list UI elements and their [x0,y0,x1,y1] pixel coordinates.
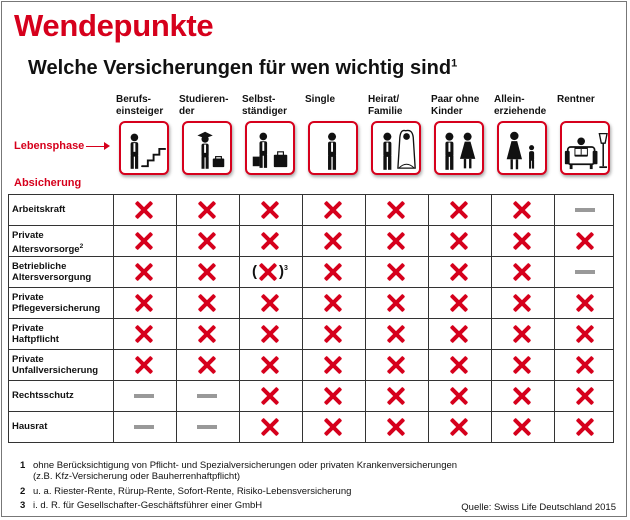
source-note: Quelle: Swiss Life Deutschland 2015 [461,502,616,513]
conditional-cross [252,262,288,282]
dash-icon [197,394,217,398]
table-cell [239,194,301,225]
cross-icon [386,262,406,282]
table-cell [554,380,616,411]
table-cell [176,194,238,225]
cross-icon [512,293,532,313]
table-row-label [12,354,107,376]
table-cell [176,225,238,256]
table-cell [302,318,364,349]
footnote-text [33,486,351,497]
cross-icon [512,417,532,437]
table-cell [554,256,616,287]
footnote-number: 3 [20,500,26,511]
table-cell [491,380,553,411]
table-row-label [12,323,107,345]
row-label-line: Arbeitskraft [12,204,66,215]
row-label-line: Altersvorsorge$^2$ [12,243,84,256]
table-column-divider [8,194,9,443]
cross-icon [260,231,280,251]
cross-icon [512,200,532,220]
page-title: Wendepunkte [14,8,214,43]
cross-icon [512,262,532,282]
table-cell [365,349,427,380]
cross-icon [323,200,343,220]
cross-icon [260,324,280,344]
dash-icon [575,208,595,212]
table-cell [365,225,427,256]
cross-icon [323,262,343,282]
table-cell [554,225,616,256]
table-cell [428,256,490,287]
dash-icon [134,394,154,398]
lebensphase-icon-box [308,121,358,175]
table-cell [491,225,553,256]
cross-icon [386,200,406,220]
page-subtitle [28,57,457,80]
cross-icon [386,324,406,344]
table-row-label [12,421,107,432]
column-header-line: Allein- [494,94,525,105]
table-cell [239,318,301,349]
cross-icon [260,293,280,313]
table-cell [239,349,301,380]
table-row-divider [8,442,614,443]
column-header-line: Selbst- [242,94,276,105]
table-row-label [12,204,107,215]
cross-icon [512,386,532,406]
cross-icon [323,386,343,406]
footnote-line: u. a. Riester-Rente, Rürup-Rente, Sofort-Rente, Risiko-Lebensversicherung [33,486,352,497]
column-header-line: Paar ohne [431,94,480,105]
table-cell [365,380,427,411]
cross-icon [449,417,469,437]
cross-icon [134,293,154,313]
table-cell [554,287,616,318]
table-cell [428,318,490,349]
table-cell [554,318,616,349]
table-cell [365,256,427,287]
row-label-line: Hausrat [12,421,48,432]
cross-icon [323,324,343,344]
table-cell [491,349,553,380]
cross-icon [449,324,469,344]
paren-open: ( [252,262,258,280]
table-cell [176,349,238,380]
lebensphase-icon-box [182,121,232,175]
cross-icon [575,293,595,313]
cross-icon [323,293,343,313]
table-cell [176,411,238,442]
column-header-line: Studieren- [179,94,229,105]
table-cell [365,318,427,349]
footnote-number: 2 [20,486,26,497]
table-cell [365,194,427,225]
cross-icon [449,200,469,220]
column-header-line: Rentner [557,94,595,105]
table-cell [113,194,175,225]
table-cell [239,256,301,287]
row-label-line: Haftpflicht [12,334,59,345]
table-cell [239,380,301,411]
row-label-line: Private [12,323,44,334]
table-cell [176,287,238,318]
row-label-line: Pflegeversicherung [12,303,101,314]
cross-icon [512,231,532,251]
row-label-line: Altersversorgung [12,272,92,283]
cross-icon [386,293,406,313]
table-cell [302,194,364,225]
row-label-line: Private [12,230,44,241]
table-cell [176,380,238,411]
table-cell [302,256,364,287]
cross-icon [258,262,278,282]
table-cell [428,225,490,256]
cross-icon [575,231,595,251]
table-cell [176,318,238,349]
column-header-7 [494,94,556,118]
cross-icon [323,231,343,251]
cross-icon [386,231,406,251]
cross-icon [449,386,469,406]
column-header-line: einsteiger [116,106,164,117]
footnote-text [33,460,457,482]
table-cell [428,287,490,318]
table-cell [428,411,490,442]
cross-icon [449,231,469,251]
cross-icon [134,200,154,220]
table-cell [239,411,301,442]
table-cell [113,287,175,318]
cross-icon [449,355,469,375]
footnote-line: ohne Berücksichtigung von Pflicht- und Spezialversicherungen oder privaten Krankenversicherungen [33,460,458,471]
table-cell [113,411,175,442]
cross-icon [260,386,280,406]
table-cell [491,256,553,287]
row-label-line: Private [12,292,44,303]
cross-icon [323,417,343,437]
absicherung-label: Absicherung [14,177,82,189]
table-cell [365,411,427,442]
arrow-right-icon [104,142,110,150]
cross-icon [134,324,154,344]
dash-icon [575,270,595,274]
cross-icon [260,355,280,375]
cross-icon [197,231,217,251]
table-cell [113,225,175,256]
cross-icon [197,324,217,344]
table-cell [428,194,490,225]
lebensphase-icon-box [434,121,484,175]
cross-icon [575,355,595,375]
footnote-line: (z.B. Kfz-Versicherung oder Bauherrenhaftpflicht) [33,471,240,482]
table-row-label [12,390,107,401]
footnote-number: 1 [20,460,26,471]
table-cell [302,380,364,411]
paren-close: ) [279,262,285,280]
column-header-5 [368,94,430,118]
cross-icon [512,355,532,375]
column-header-line: Heirat/ [368,94,400,105]
row-label-line: Private [12,354,44,365]
column-header-line: der [179,106,195,117]
row-label-line: Rechtsschutz [12,390,74,401]
table-cell [239,287,301,318]
lebensphase-label: Lebensphase [14,140,85,152]
cross-icon [134,262,154,282]
table-cell [113,349,175,380]
column-header-line: Single [305,94,336,105]
table-cell [428,380,490,411]
cross-icon [386,355,406,375]
table-cell [302,225,364,256]
dash-icon [134,425,154,429]
table-cell [176,256,238,287]
column-header-line: Berufs- [116,94,152,105]
table-cell [365,287,427,318]
cross-icon [260,200,280,220]
lebensphase-icon-box [119,121,169,175]
cross-icon [449,262,469,282]
table-cell [302,411,364,442]
table-cell [554,194,616,225]
column-header-4 [305,94,367,106]
table-cell [302,287,364,318]
cross-icon [386,417,406,437]
lebensphase-icon-box [560,121,610,175]
lebensphase-arrow-line [86,146,104,147]
table-cell [491,411,553,442]
cross-icon [575,417,595,437]
cross-icon [449,293,469,313]
column-header-2 [179,94,241,118]
table-cell [239,225,301,256]
column-header-line: ständiger [242,106,288,117]
row-footnote-ref: 2 [79,243,84,250]
subtitle-text: Welche Versicherungen für wen wichtig sind [28,57,452,79]
table-cell [428,349,490,380]
cross-icon [512,324,532,344]
table-cell [554,411,616,442]
column-header-3 [242,94,304,118]
table-cell [113,256,175,287]
table-cell [554,349,616,380]
footnote-line: i. d. R. für Gesellschafter-Geschäftsführer einer GmbH [33,500,263,511]
table-row-label [12,292,107,314]
cross-icon [575,386,595,406]
lebensphase-icon-box [245,121,295,175]
row-label-line: Unfallversicherung [12,365,99,376]
cross-icon [197,293,217,313]
cell-footnote-ref: 3 [284,264,288,272]
dash-icon [197,425,217,429]
table-cell [491,194,553,225]
footnote-text [33,500,262,511]
table-cell [302,349,364,380]
cross-icon [260,417,280,437]
cross-icon [197,262,217,282]
cross-icon [134,355,154,375]
table-row-label [12,261,107,283]
insurance-table [8,194,614,443]
column-header-8 [557,94,619,106]
table-cell [113,318,175,349]
table-cell [491,287,553,318]
column-header-1 [116,94,178,118]
cross-icon [197,355,217,375]
cross-icon [134,231,154,251]
table-row-label [12,230,107,255]
table-cell [113,380,175,411]
column-header-6 [431,94,493,118]
lebensphase-icon-box [371,121,421,175]
cross-icon [386,386,406,406]
lebensphase-icon-box [497,121,547,175]
cross-icon [197,200,217,220]
cross-icon [323,355,343,375]
table-cell [491,318,553,349]
column-header-line: erziehende [494,106,547,117]
column-header-line: Familie [368,106,403,117]
cross-icon [575,324,595,344]
subtitle-footnote-ref: 1 [451,57,458,70]
row-label-line: Betriebliche [12,261,67,272]
column-header-line: Kinder [431,106,463,117]
